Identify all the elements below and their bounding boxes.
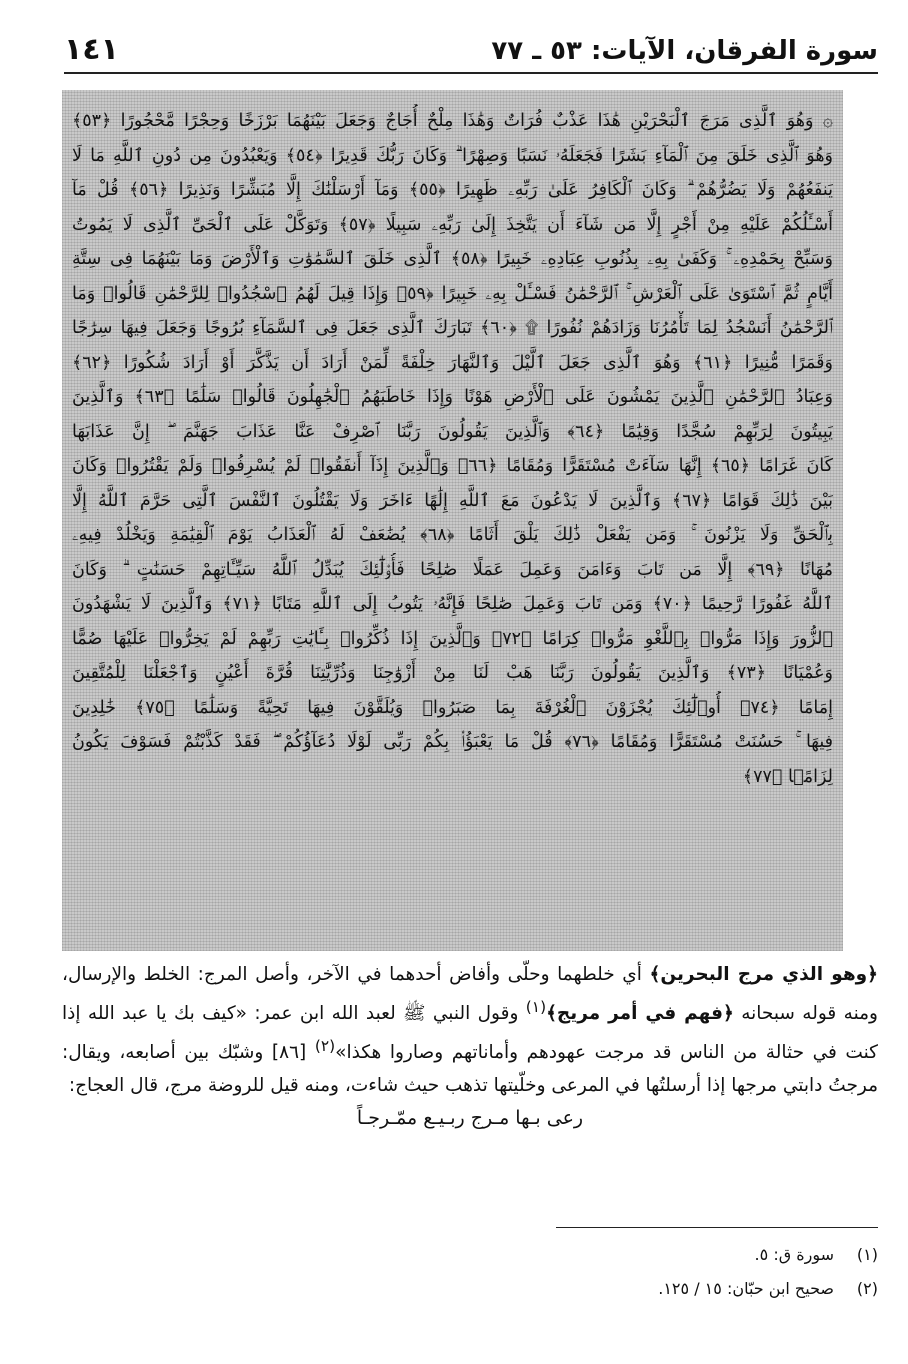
commentary-paragraph [62, 958, 878, 1102]
header-rule [64, 72, 878, 74]
footnote-text: سورة ق: ٥. [754, 1245, 834, 1264]
verse-line: ۞ وَهُوَ ٱلَّذِى مَرَجَ ٱلْبَحْرَيْنِ هَٰذَا عَذْبٌ فُرَاتٌ وَهَٰذَا مِلْحٌ أُجَاجٌ وَجَعَلَ بَيْنَهُمَا بَرْزَخًا وَحِجْرًا مَّحْجُورًا ﴿٥٣﴾ [72, 111, 833, 131]
surah-title: سورة الفرقان، الآيات: ٥٣ ـ ٧٧ [491, 36, 878, 66]
footnote-2 [62, 1272, 878, 1306]
verse-line: وَعِبَادُ ٱلرَّحْمَٰنِ ٱلَّذِينَ يَمْشُونَ عَلَى ٱلْأَرْضِ هَوْنًا وَإِذَا خَاطَبَهُمُ ٱلْجَٰهِلُونَ قَالُوا۟ سَلَٰمًا ﴿٦٣﴾ وَٱلَّذِينَ [72, 387, 833, 407]
page-header [64, 28, 878, 70]
verse-quote: ﴿وهو الذي مرج البحرين﴾ [649, 964, 878, 985]
verse-line: بِٱلْحَقِّ وَلَا يَزْنُونَ ۚ وَمَن يَفْعَلْ ذَٰلِكَ يَلْقَ أَثَامًا ﴿٦٨﴾ يُضَٰعَفْ لَهُ ٱلْعَذَابُ يَوْمَ ٱلْقِيَٰمَةِ وَيَخْلُدْ فِيهِۦ [72, 525, 833, 545]
footnote-ref-1[interactable]: (١) [525, 998, 547, 1016]
verse-line: وَسَبِّحْ بِحَمْدِهِۦ ۚ وَكَفَىٰ بِهِۦ بِذُنُوبِ عِبَادِهِۦ خَبِيرًا ﴿٥٨﴾ ٱلَّذِى خَلَقَ ٱلسَّمَٰوَٰتِ وَٱلْأَرْضَ وَمَا بَيْنَهُمَا فِى سِتَّةِ [72, 249, 833, 269]
verse-line: بَيْنَ ذَٰلِكَ قَوَامًا ﴿٦٧﴾ وَٱلَّذِينَ لَا يَدْعُونَ مَعَ ٱللَّهِ إِلَٰهًا ءَاخَرَ وَلَا يَقْتُلُونَ ٱلنَّفْسَ ٱلَّتِى حَرَّمَ ٱللَّهُ إِلَّا [72, 490, 833, 511]
verse-line: ٱللَّهُ غَفُورًا رَّحِيمًا ﴿٧٠﴾ وَمَن تَابَ وَعَمِلَ صَٰلِحًا فَإِنَّهُۥ يَتُوبُ إِلَى ٱللَّهِ مَتَابًا ﴿٧١﴾ وَٱلَّذِينَ لَا يَشْهَدُونَ [72, 594, 833, 614]
footnote-ref-2[interactable]: (٢) [314, 1037, 336, 1056]
commentary-text: أي خلطهما وحلّى وأفاض أحدهما في الآخر، وأصل المرج: الخلط والإرسال، ومنه قوله سبحانه [62, 964, 878, 1025]
footnotes [62, 1238, 878, 1306]
footnote-rule [556, 1227, 878, 1228]
verse-quote-2: ﴿فهم في أمر مريج﴾ [546, 1003, 734, 1025]
footnote-text: صحيح ابن حبّان: ١٥ / ١٢٥. [658, 1279, 834, 1298]
verse-line: أَسْـَٔلُكُمْ عَلَيْهِ مِنْ أَجْرٍ إِلَّا مَن شَآءَ أَن يَتَّخِذَ إِلَىٰ رَبِّهِۦ سَبِيلًا ﴿٥٧﴾ وَتَوَكَّلْ عَلَى ٱلْحَىِّ ٱلَّذِى لَا يَمُوتُ [72, 214, 833, 235]
verse-line: ٱلرَّحْمَٰنُ أَنَسْجُدُ لِمَا تَأْمُرُنَا وَزَادَهُمْ نُفُورًا ۩ ﴿٦٠﴾ تَبَارَكَ ٱلَّذِى جَعَلَ فِى ٱلسَّمَآءِ بُرُوجًا وَجَعَلَ فِيهَا سِرَٰجًا [72, 318, 833, 338]
verse-line: يَبِيتُونَ لِرَبِّهِمْ سُجَّدًا وَقِيَٰمًا ﴿٦٤﴾ وَٱلَّذِينَ يَقُولُونَ رَبَّنَا ٱصْرِفْ عَنَّا عَذَابَ جَهَنَّمَ ۖ إِنَّ عَذَابَهَا [72, 421, 833, 442]
verse-line: فِيهَا ۚ حَسُنَتْ مُسْتَقَرًّا وَمُقَامًا ﴿٧٦﴾ قُلْ مَا يَعْبَؤُا۟ بِكُمْ رَبِّى لَوْلَا دُعَآؤُكُمْ ۖ فَقَدْ كَذَّبْتُمْ فَسَوْفَ يَكُونُ [72, 732, 833, 752]
verse-line: إِمَامًا ﴿٧٤﴾ أُو۟لَٰٓئِكَ يُجْزَوْنَ ٱلْغُرْفَةَ بِمَا صَبَرُوا۟ وَيُلَقَّوْنَ فِيهَا تَحِيَّةً وَسَلَٰمًا ﴿٧٥﴾ خَٰلِدِينَ [72, 697, 833, 718]
poem-verse: رعى بـها مـرج ربـيـع ممّـرجـاً [356, 1107, 584, 1130]
verse-line: وَهُوَ ٱلَّذِى خَلَقَ مِنَ ٱلْمَآءِ بَشَرًا فَجَعَلَهُۥ نَسَبًا وَصِهْرًا ۗ وَكَانَ رَبُّكَ قَدِيرًا ﴿٥٤﴾ وَيَعْبُدُونَ مِن دُونِ ٱللَّهِ مَا لَا [72, 145, 833, 166]
footnote-number: (٢) [856, 1279, 878, 1298]
verse-line: مُهَانًا ﴿٦٩﴾ إِلَّا مَن تَابَ وَءَامَنَ وَعَمِلَ عَمَلًا صَٰلِحًا فَأُو۟لَٰٓئِكَ يُبَدِّلُ ٱللَّهُ سَيِّـَٔاتِهِمْ حَسَنَٰتٍ ۗ وَكَانَ [72, 559, 833, 580]
verse-line: يَنفَعُهُمْ وَلَا يَضُرُّهُمْ ۗ وَكَانَ ٱلْكَافِرُ عَلَىٰ رَبِّهِۦ ظَهِيرًا ﴿٥٥﴾ وَمَآ أَرْسَلْنَٰكَ إِلَّا مُبَشِّرًا وَنَذِيرًا ﴿٥٦﴾ قُلْ مَآ [72, 180, 833, 200]
footnote-number: (١) [856, 1245, 878, 1264]
commentary-text-3: [٨٦] وشبّك بين أصابعه، ويقال: مرجتُ دابتي مرجها إذا أرسلتُها في المرعى وخلّيتها تذهب حيث شاءت، ومنه قيل للروضة مرج، قال العجاج: [62, 1042, 878, 1097]
verse-line: ٱلزُّورَ وَإِذَا مَرُّوا۟ بِٱللَّغْوِ مَرُّوا۟ كِرَامًا ﴿٧٢﴾ وَٱلَّذِينَ إِذَا ذُكِّرُوا۟ بِـَٔايَٰتِ رَبِّهِمْ لَمْ يَخِرُّوا۟ عَلَيْهَا صُمًّا [72, 628, 833, 649]
verse-line: أَيَّامٍ ثُمَّ ٱسْتَوَىٰ عَلَى ٱلْعَرْشِ ۚ ٱلرَّحْمَٰنُ فَسْـَٔلْ بِهِۦ خَبِيرًا ﴿٥٩﴾ وَإِذَا قِيلَ لَهُمُ ٱسْجُدُوا۟ لِلرَّحْمَٰنِ قَالُوا۟ وَمَا [72, 283, 833, 304]
verse-line: وَقَمَرًا مُّنِيرًا ﴿٦١﴾ وَهُوَ ٱلَّذِى جَعَلَ ٱلَّيْلَ وَٱلنَّهَارَ خِلْفَةً لِّمَنْ أَرَادَ أَن يَذَّكَّرَ أَوْ أَرَادَ شُكُورًا ﴿٦٢﴾ [72, 352, 833, 373]
quran-text-block [62, 90, 843, 951]
footnote-1 [62, 1238, 878, 1272]
commentary [62, 958, 878, 1135]
verse-line: كَانَ غَرَامًا ﴿٦٥﴾ إِنَّهَا سَآءَتْ مُسْتَقَرًّا وَمُقَامًا ﴿٦٦﴾ وَٱلَّذِينَ إِذَآ أَنفَقُوا۟ لَمْ يُسْرِفُوا۟ وَلَمْ يَقْتُرُوا۟ وَكَانَ [72, 456, 833, 476]
page-number: ١٤١ [64, 32, 119, 67]
commentary-text-2: وقول النبي ﷺ لعبد الله ابن عمر: «كيف بك يا عبد الله إذا كنت في حثالة من الناس قد مرجت عهودهم وأماناتهم وصاروا هكذا» [62, 1003, 878, 1064]
verse-line: لِزَامًۢا ﴿٧٧﴾ [742, 766, 833, 787]
verse-line: وَعُمْيَانًا ﴿٧٣﴾ وَٱلَّذِينَ يَقُولُونَ رَبَّنَا هَبْ لَنَا مِنْ أَزْوَٰجِنَا وَذُرِّيَّٰتِنَا قُرَّةَ أَعْيُنٍ وَٱجْعَلْنَا لِلْمُتَّقِينَ [72, 663, 833, 683]
